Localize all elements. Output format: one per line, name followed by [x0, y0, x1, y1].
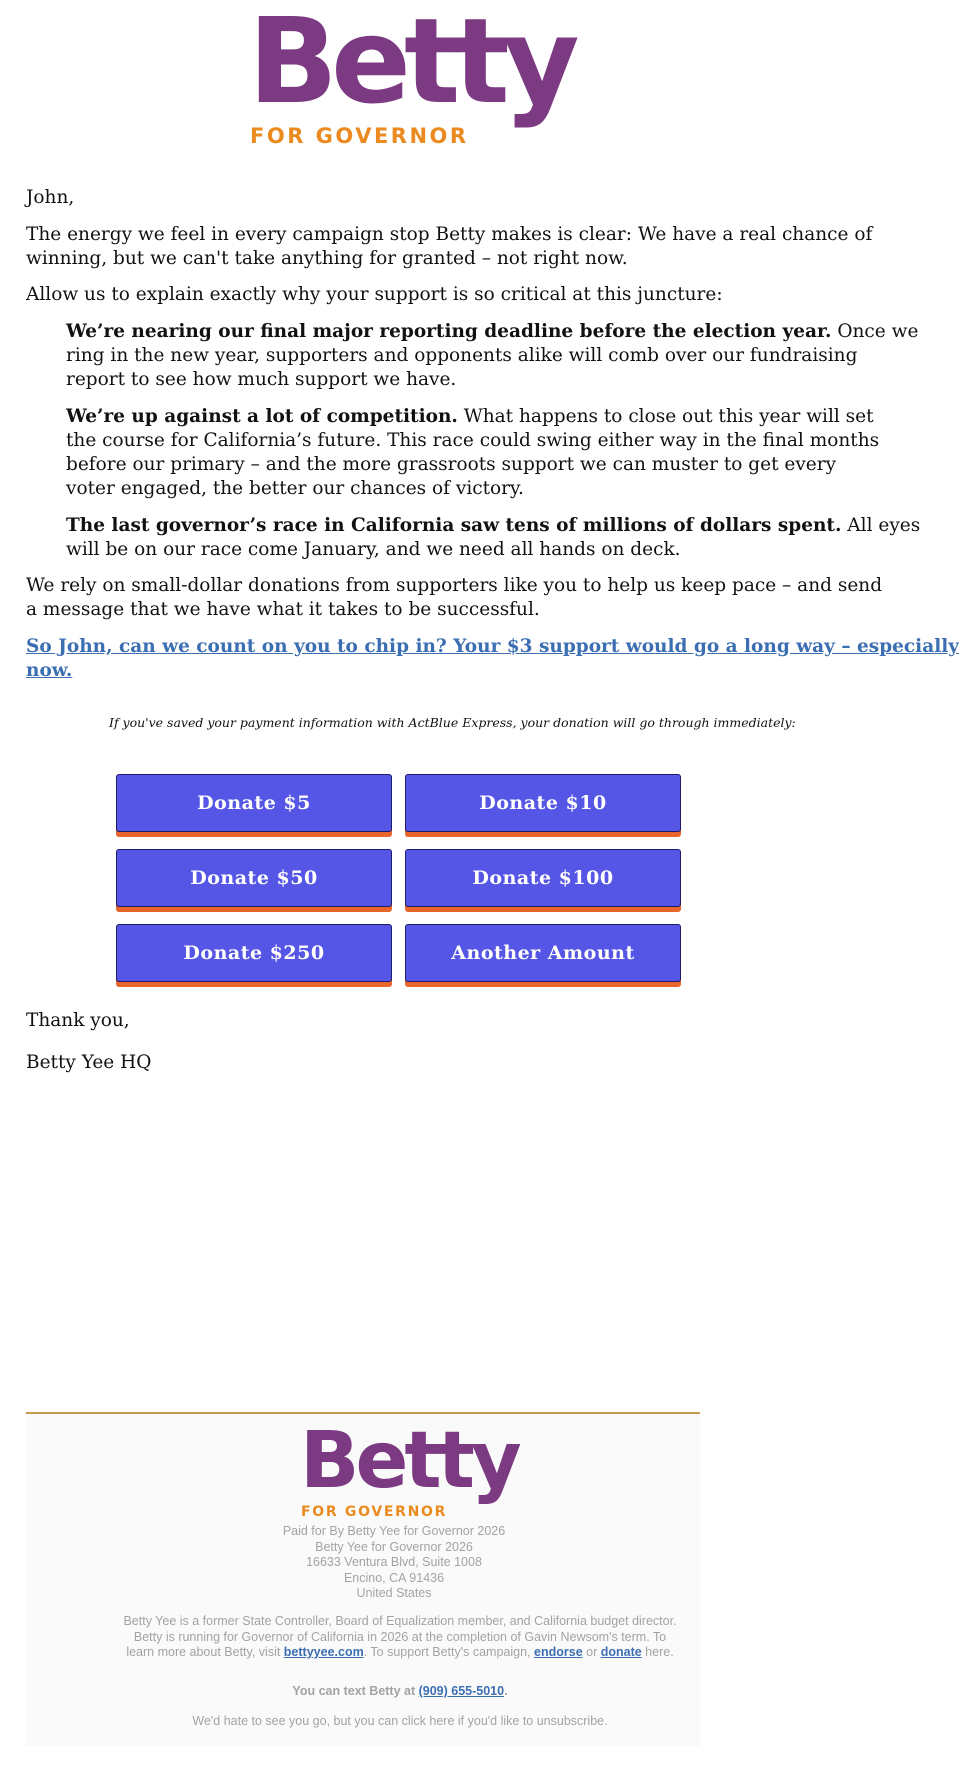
- intro-line: winning, but we can't take anything for granted – not right now.: [26, 248, 628, 269]
- point-reporting-deadline: [66, 320, 919, 392]
- endorse-link[interactable]: endorse: [534, 1645, 583, 1659]
- text-betty-line: You can text Betty at (909) 655-5010.: [292, 1684, 508, 1698]
- point-text: will be on our race come January, and we need all hands on deck.: [66, 539, 681, 560]
- footer-logo: [300, 1416, 518, 1526]
- rely-line: We rely on small-dollar donations from supporters like you to help us keep pace – and send: [26, 575, 883, 596]
- footer: [26, 1414, 700, 1746]
- point-text: Once we: [831, 321, 919, 342]
- footer-about: [110, 1614, 690, 1661]
- website-link[interactable]: bettyyee.com: [283, 1645, 364, 1659]
- unsubscribe-link[interactable]: We'd hate to see you go, but you can click here if you'd like to unsubscribe.: [192, 1714, 608, 1728]
- point-competition: [66, 405, 880, 501]
- street-address: 16633 Ventura Blvd, Suite 1008: [306, 1555, 482, 1569]
- point-heading: We’re up against a lot of competition.: [66, 406, 458, 427]
- point-heading: We’re nearing our final major reporting deadline before the election year.: [66, 321, 832, 342]
- donate-100-button[interactable]: Donate $100: [405, 849, 681, 907]
- donate-50-button[interactable]: Donate $50: [116, 849, 392, 907]
- about-line: Betty Yee is a former State Controller, Board of Equalization member, and California budget director.: [123, 1614, 677, 1628]
- signature: Betty Yee HQ: [26, 1052, 152, 1073]
- about-line: Betty is running for Governor of California in 2026 at the completion of Gavin Newsom's term. To: [133, 1629, 667, 1644]
- email-body: [26, 187, 959, 683]
- city-state-zip: Encino, CA 91436: [343, 1570, 445, 1585]
- greeting: John,: [26, 187, 75, 208]
- point-text: All eyes: [841, 515, 921, 536]
- actblue-express-note: If you've saved your payment information with ActBlue Express, your donation will go through immediately:: [109, 715, 796, 730]
- logo-tagline: FOR GOVERNOR: [250, 124, 469, 148]
- point-text: the course for California’s future. This race could swing either way in the final months: [66, 430, 880, 451]
- donate-250-button[interactable]: Donate $250: [116, 924, 392, 982]
- footer-address: [194, 1524, 594, 1602]
- point-text: What happens to close out this year will set: [457, 406, 874, 427]
- country: United States: [356, 1586, 432, 1600]
- donate-5-button[interactable]: Donate $5: [116, 774, 392, 832]
- header-logo: [248, 0, 573, 150]
- another-amount-button[interactable]: Another Amount: [405, 924, 681, 982]
- signoff: Thank you,: [26, 1010, 130, 1031]
- logo-wordmark: Betty: [248, 0, 573, 130]
- explain-paragraph: Allow us to explain exactly why your support is so critical at this juncture:: [26, 284, 723, 305]
- point-spending: [66, 514, 921, 562]
- cta-donate-link[interactable]: So John, can we count on you to chip in? Your $3 support would go a long way – especially: [26, 636, 959, 657]
- phone-link[interactable]: (909) 655-5010: [418, 1684, 505, 1698]
- point-text: before our primary – and the more grassroots support we can muster to get every: [66, 454, 837, 475]
- cta-donate-link-end[interactable]: now.: [26, 660, 73, 681]
- rely-paragraph: [26, 574, 883, 622]
- point-text: ring in the new year, supporters and opponents alike will comb over our fundraising: [66, 345, 858, 366]
- footer-logo-tagline: FOR GOVERNOR: [301, 1504, 448, 1520]
- point-text: voter engaged, the better our chances of victory.: [66, 478, 524, 499]
- committee-name: Betty Yee for Governor 2026: [315, 1539, 473, 1554]
- footer-logo-wordmark: Betty: [300, 1416, 518, 1506]
- intro-paragraph: [26, 223, 873, 271]
- point-heading: The last governor’s race in California saw tens of millions of dollars spent.: [66, 515, 842, 536]
- rely-line: a message that we have what it takes to be successful.: [26, 599, 540, 620]
- cta-paragraph: [26, 635, 959, 683]
- intro-line: The energy we feel in every campaign stop Betty makes is clear: We have a real chance of: [26, 224, 873, 245]
- donate-10-button[interactable]: Donate $10: [405, 774, 681, 832]
- point-text: report to see how much support we have.: [66, 369, 457, 390]
- footer-donate-link[interactable]: donate: [600, 1645, 642, 1659]
- about-line: learn more about Betty, visit bettyyee.com. To support Betty's campaign, endorse or donate here.: [126, 1645, 674, 1659]
- paid-for-line: Paid for By Betty Yee for Governor 2026: [282, 1524, 506, 1538]
